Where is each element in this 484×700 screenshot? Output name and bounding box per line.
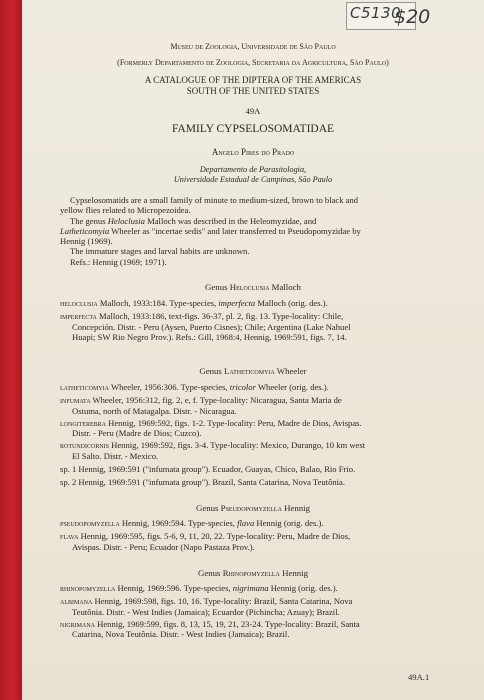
taxon-entry: sp. 2 Hennig, 1969:591 ("infumata group"). Brazil, Santa Catarina, Nova Teutônia. — [60, 477, 346, 488]
taxon-entry: rhinopomyzella Hennig, 1969:596. Type-species, nigrimana Hennig (orig. des.). — [60, 583, 338, 593]
intro-section — [60, 195, 440, 267]
genus-heading: Genus Rhinopomyzella Hennig — [198, 568, 308, 578]
genus-latheticomyia-entries — [60, 382, 440, 488]
genus-heading: Genus Latheticomyia Wheeler — [199, 366, 307, 376]
taxon-entry: infumata Wheeler, 1956:312, fig. 2, e, f. Type-locality: Nicaragua, Santa Maria de — [60, 395, 342, 406]
page-number: 49A.1 — [408, 672, 430, 682]
intro-line: Latheticomyia Wheeler as "incertae sedis" and later transferred to Pseudopomyzidae by — [60, 225, 361, 236]
intro-line: yellow flies related to Micropezoidea. — [60, 205, 191, 216]
catalogue-title-line2: SOUTH OF THE UNITED STATES — [186, 86, 320, 96]
genus-heading: Genus Heloclusia Malloch — [205, 282, 301, 292]
taxon-entry-line: Distr. - Peru (Madre de Dios; Cuzco). — [72, 428, 202, 439]
red-binding-spine — [0, 0, 22, 700]
taxon-entry-line: Catarina, Nova Teutônia. Distr. - West Indies (Jamaica); Brazil. — [72, 629, 290, 640]
intro-line: The genus Heloclusia Malloch was described in the Heleomyzidae, and — [70, 215, 317, 226]
taxon-entry-line: Huapi; SW Rio Negro Prov.). Refs.: Gill, 1968:4, Hennig, 1969:591, figs. 7, 14. — [72, 331, 347, 342]
author-name: Angelo Pires do Prado — [211, 147, 295, 157]
genus-rhinopomyzella-entries — [60, 583, 440, 639]
family-title: FAMILY CYPSELOSOMATIDAE — [171, 123, 335, 135]
taxon-entry-line: Concepción. Distr. - Peru (Aysen, Puerto Cisnes); Chile; Argentina (Lake Nahuel — [72, 321, 351, 332]
taxon-entry: sp. 1 Hennig, 1969:591 ("infumata group"). Ecuador, Guayas, Chico, Balao, Rio Frio. — [60, 464, 356, 475]
genus-pseudopomyzella-entries — [60, 518, 440, 552]
taxon-entry: longiterebra Hennig, 1969:592, figs. 1-2. Type-locality: Peru, Madre de Dios, Avispas. — [60, 417, 362, 428]
intro-line: The immature stages and larval habits are unknown. — [70, 246, 250, 257]
handwritten-price: $20 — [394, 6, 431, 28]
intro-line: Cypselosomatids are a small family of minute to medium-sized, brown to black and — [70, 195, 359, 205]
affiliation-line1: Departamento de Parasitologia, — [199, 165, 307, 174]
taxon-entry-line: Avispas. Distr. - Peru; Ecuador (Napo Pastaza Prov.). — [72, 541, 255, 552]
taxon-entry-line: El Salto. Distr. - Mexico. — [72, 450, 159, 461]
intro-line: Hennig (1969). — [60, 236, 113, 247]
taxon-entry: nigrimana Hennig, 1969:599, figs. 8, 13, 15, 19, 21, 23-24. Type-locality: Brazil, Santa — [60, 618, 360, 629]
catalogue-number: 49A — [245, 106, 261, 116]
former-institution-line: (Formerly Departamento de Zoologia, Secretaria da Agricultura, São Paulo) — [117, 58, 389, 67]
catalog-code: C5130 — [350, 4, 402, 22]
genus-heloclusia-entries — [60, 298, 440, 342]
taxon-entry-line: Teutônia. Distr. - West Indies (Jamaica); Ecuardor (Pichincha; Azuay); Brazil. — [72, 606, 340, 617]
institution-line: Museu de Zoologia, Universidade de São Paulo — [170, 42, 336, 51]
taxon-entry: flava Hennig, 1969:595, figs. 5-6, 9, 11, 20, 22. Type-locality: Peru, Madre de Dios, — [60, 531, 351, 542]
genus-heading: Genus Pseudopomyzella Hennig — [195, 503, 311, 513]
taxon-entry: imperfecta Malloch, 1933:186, text-figs. 36-37, pl. 2, fig. 13. Type-locality: Chile, — [60, 311, 344, 322]
catalogue-title-line1: A CATALOGUE OF THE DIPTERA OF THE AMERICAS — [144, 75, 362, 85]
taxon-entry: pseudopomyzella Hennig, 1969:594. Type-species, flava Hennig (orig. des.). — [60, 518, 324, 528]
taxon-entry: albimana Hennig, 1969:598, figs. 10, 16. Type-locality: Brazil, Santa Catarina, Nova — [60, 596, 353, 607]
taxon-entry: latheticomyia Wheeler, 1956:306. Type-species, tricolor Wheeler (orig. des.). — [60, 382, 329, 392]
intro-refs: Refs.: Hennig (1969; 1971). — [70, 256, 167, 267]
taxon-entry: rotundicornis Hennig, 1969:592, figs. 3-4. Type-locality: Mexico, Durango, 10 km west — [60, 440, 366, 451]
affiliation-line2: Universidade Estadual de Campinas, São Paulo — [173, 175, 333, 184]
taxon-entry: heloclusia Malloch, 1933:184. Type-species, imperfecta Malloch (orig. des.). — [60, 298, 328, 308]
taxon-entry-line: Ostuma, north of Matagalpa. Distr. - Nicaragua. — [72, 405, 237, 416]
